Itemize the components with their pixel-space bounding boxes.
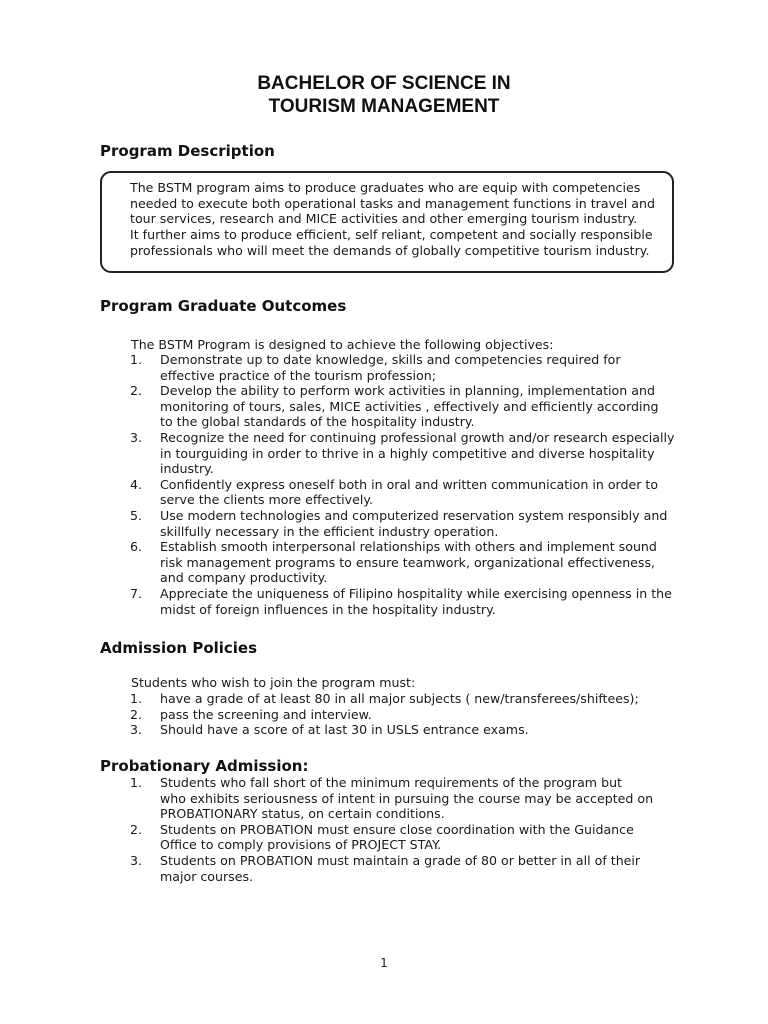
list-item-text [160, 775, 680, 822]
list-item-line: pass the screening and interview. [160, 706, 372, 722]
program-description-line: needed to execute both operational tasks and management functions in travel and [130, 195, 655, 211]
list-item-text [160, 707, 680, 723]
list-item-line: serve the clients more effectively. [160, 492, 374, 508]
list-item-line: who exhibits seriousness of intent in pursuing the course may be accepted on [160, 790, 654, 806]
list-item-number: 2. [130, 706, 143, 722]
list-item-number: 6. [130, 539, 143, 555]
list-item-number: 1. [130, 775, 143, 790]
list-item-number: 2. [130, 821, 143, 837]
list-item-line: Demonstrate up to date knowledge, skills and competencies required for [160, 352, 621, 367]
list-item-line: Should have a score of at last 30 in USLS entrance exams. [160, 722, 529, 738]
graduate-outcomes-intro: The BSTM Program is designed to achieve the following objectives: [131, 337, 554, 352]
list-item-line: major courses. [160, 868, 254, 884]
program-description-line: It further aims to produce efficient, self reliant, competent and socially responsible [130, 227, 653, 243]
program-description-heading: Program Description [100, 142, 275, 160]
list-item-number: 3. [130, 430, 143, 445]
list-item-line: skillfully necessary in the efficient industry operation. [160, 523, 499, 539]
list-item-line: risk management programs to ensure teamwork, organizational effectiveness, [160, 554, 656, 570]
program-description-text [130, 180, 666, 259]
list-item-text [160, 822, 680, 853]
list-item-line: Use modern technologies and computerized reservation system responsibly and [160, 508, 668, 523]
list-item-text [160, 722, 680, 738]
list-item-number: 2. [130, 383, 143, 399]
list-item-line: Establish smooth interpersonal relationships with others and implement sound [160, 539, 657, 555]
list-item-line: in tourguiding in order to thrive in a highly competitive and diverse hospitality [160, 445, 655, 461]
list-item-line: to the global standards of the hospitality industry. [160, 414, 475, 430]
list-item-line: Develop the ability to perform work activities in planning, implementation and [160, 383, 655, 399]
list-item-text [160, 691, 680, 707]
list-item-line: Students who fall short of the minimum requirements of the program but [160, 775, 622, 790]
list-item-number: 3. [130, 853, 143, 868]
list-item-number: 4. [130, 476, 143, 492]
list-item-line: Office to comply provisions of PROJECT STAY. [160, 837, 442, 853]
probationary-admission-heading: Probationary Admission: [100, 757, 309, 775]
list-item-number: 5. [130, 508, 143, 523]
list-item-text [160, 477, 680, 508]
list-item-line: Students on PROBATION must ensure close coordination with the Guidance [160, 821, 634, 837]
list-item-line: monitoring of tours, sales, MICE activities , effectively and efficiently according [160, 398, 659, 414]
list-item-line: and company productivity. [160, 570, 328, 586]
list-item-line: Students on PROBATION must maintain a grade of 80 or better in all of their [160, 853, 641, 868]
program-description-line: The BSTM program aims to produce graduates who are equip with competencies [130, 180, 641, 195]
list-item-text [160, 352, 680, 383]
list-item-text [160, 539, 680, 586]
admission-policies-intro: Students who wish to join the program must: [131, 675, 416, 690]
list-item-text [160, 508, 680, 539]
list-item-line: PROBATIONARY status, on certain conditions. [160, 806, 445, 822]
program-description-line: tour services, research and MICE activities and other emerging tourism industry. [130, 211, 638, 227]
list-item-line: Confidently express oneself both in oral and written communication in order to [160, 476, 659, 492]
list-item-line: industry. [160, 461, 214, 477]
page-number: 1 [380, 956, 388, 970]
list-item-line: effective practice of the tourism profession; [160, 367, 436, 383]
graduate-outcomes-heading: Program Graduate Outcomes [100, 297, 347, 315]
list-item-line: midst of foreign influences in the hospitality industry. [160, 601, 496, 617]
list-item-line: have a grade of at least 80 in all major subjects ( new/transferees/shiftees); [160, 691, 639, 706]
list-item-number: 1. [130, 352, 143, 367]
list-item-text [160, 430, 680, 477]
admission-policies-heading: Admission Policies [100, 639, 258, 657]
program-description-line: professionals who will meet the demands of globally competitive tourism industry. [130, 242, 650, 258]
list-item-text [160, 383, 680, 430]
list-item-text [160, 853, 680, 884]
list-item-number: 1. [130, 691, 143, 706]
list-item-text [160, 586, 680, 617]
list-item-line: Appreciate the uniqueness of Filipino hospitality while exercising openness in the [160, 586, 672, 601]
list-item-line: Recognize the need for continuing professional growth and/or research especially [160, 430, 675, 445]
list-item-number: 3. [130, 722, 143, 738]
document-title-line-1: BACHELOR OF SCIENCE IN [257, 73, 511, 94]
list-item-number: 7. [130, 586, 143, 601]
document-title-line-2: TOURISM MANAGEMENT [268, 96, 500, 117]
